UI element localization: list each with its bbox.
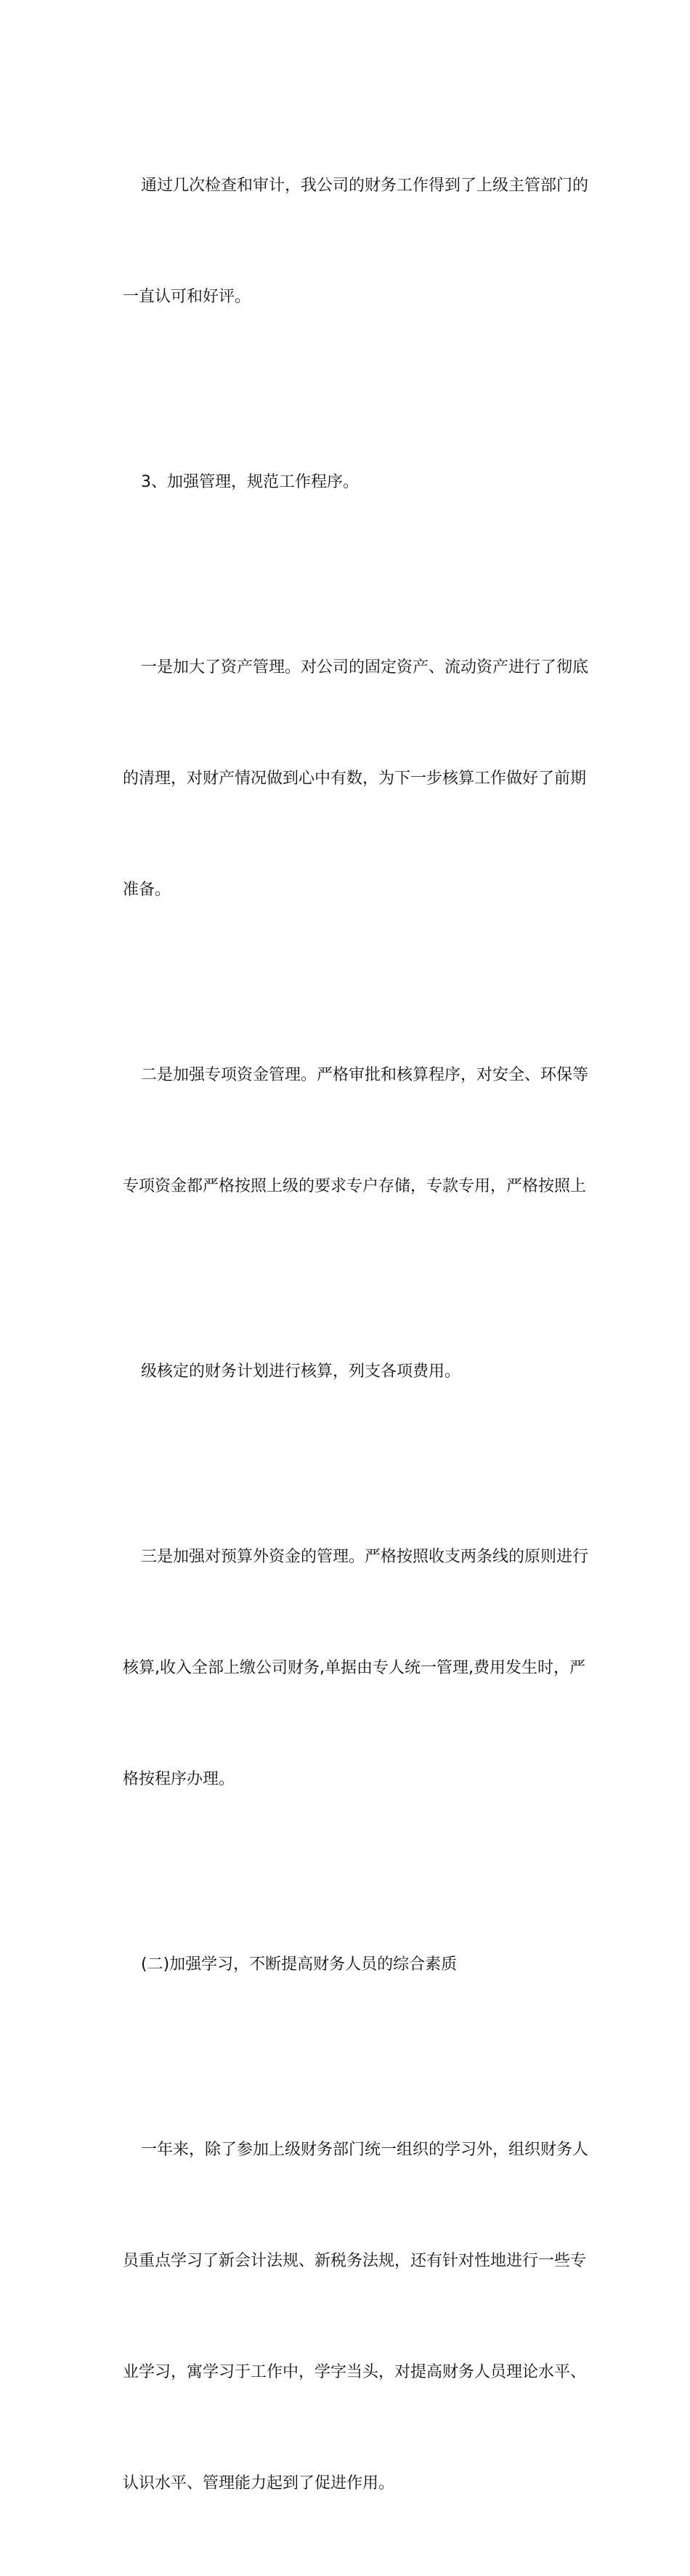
text-line: 的清理，对财产情况做到心中有数，为下一步核算工作做好了前期 (123, 770, 587, 788)
text-line: 级核定的财务计划进行核算，列支各项费用。 (141, 1362, 461, 1381)
paragraph-special-funds-continued (105, 1279, 584, 1464)
text-line: 一年来，除了参加上级财务部门统一组织的学习外，组织财务人 (141, 2141, 589, 2159)
paragraph-section-heading-2 (105, 1872, 584, 2057)
document-body (105, 93, 589, 2576)
paragraph-staff-training (105, 2057, 589, 2576)
text-line: (二)加强学习，不断提高财务人员的综合素质 (141, 1955, 458, 1974)
paragraph-section-heading-3 (105, 389, 584, 575)
text-line: 核算,收入全部上缴公司财务,单据由专人统一管理,费用发生时，严 (123, 1659, 585, 1677)
text-line: 专项资金都严格按照上级的要求专户存储，专款专用，严格按照上 (123, 1177, 587, 1195)
text-line: 准备。 (123, 881, 171, 899)
text-line: 三是加强对预算外资金的管理。严格按照收支两条线的原则进行 (141, 1548, 589, 1566)
text-line: 业学习，寓学习于工作中，学字当头，对提高财务人员理论水平、 (123, 2363, 587, 2381)
text-line: 一是加大了资产管理。对公司的固定资产、流动资产进行了彻底 (141, 658, 589, 677)
text-line: 通过几次检查和审计，我公司的财务工作得到了上级主管部门的 (141, 177, 589, 195)
paragraph-special-funds (105, 982, 589, 1279)
text-line: 认识水平、管理能力起到了促进作用。 (123, 2474, 395, 2492)
paragraph-extra-budget-funds (105, 1464, 589, 1872)
text-line: 一直认可和好评。 (123, 288, 251, 306)
paragraph-audit-recognition (105, 93, 589, 389)
text-line: 3、加强管理，规范工作程序。 (141, 473, 359, 491)
text-line: 格按程序办理。 (123, 1770, 235, 1788)
text-line: 员重点学习了新会计法规、新税务法规，还有针对性地进行一些专 (123, 2252, 587, 2270)
paragraph-asset-management (105, 575, 589, 982)
text-line: 二是加强专项资金管理。严格审批和核算程序，对安全、环保等 (141, 1066, 589, 1084)
